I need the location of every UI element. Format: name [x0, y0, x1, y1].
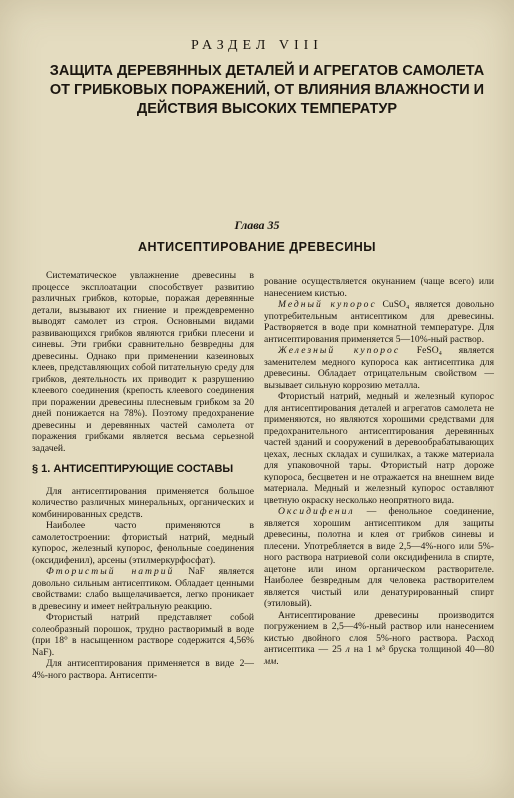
paragraph: [264, 506, 494, 610]
subsection-heading: § 1. АНТИСЕПТИРУЮЩИЕ СОСТАВЫ: [32, 463, 234, 475]
paragraph: Для антисептирования применяется большое количество различных минеральных, органических и комбинированных средств.: [32, 485, 254, 520]
unit: мм: [264, 655, 277, 667]
paragraph: рование осуществляется окунанием (чаще всего) или нанесением кистью.: [264, 276, 494, 299]
section-label: РАЗДЕЛ VIII: [191, 38, 323, 53]
paragraph-text: — фенольное соединение, является хорошим антисептиком для защиты древесины, полотна и клея от грибков синевы и плесени. Употребляется в виде 2,5—4%-ного или 5%-ного раствора натриевой соли оксидифенила в спирте, ацетоне или ином органическом растворителе. Наиболее безвредным для человека растворителем является чистый или денатурированный спирт (этиловый).: [264, 506, 494, 609]
section-title-line: ЗАЩИТА ДЕРЕВЯННЫХ ДЕТАЛЕЙ И АГРЕГАТОВ САМОЛЕТА: [49, 63, 485, 79]
paragraph: Для антисептирования применяется в виде 2—4%-ного раствора. Антисепти-: [32, 658, 254, 681]
section-title: [30, 62, 504, 119]
left-column: [32, 270, 254, 681]
paragraph: Фтористый натрий, медный и железный купорос для антисептирования деталей и агрегатов самолета не применяются, но являются хорошими средствами для предохранительного антисептирования деревянных частей зданий и сооружений в деревообрабатывающих цехах, лесных складах и сушилках, а также материала для упаковочной тары. Фтористый натр дороже купороса, бесцветен и не отражается на внешнем виде материала. Медный и железный купорос оставляют цветную окраску несколько неопрятного вида.: [264, 391, 494, 506]
paragraph-text: на 1 м³ бруска толщиной 40—80: [349, 644, 494, 655]
chapter-title: АНТИСЕПТИРОВАНИЕ ДРЕВЕСИНЫ: [137, 240, 376, 254]
paragraph: Фтористый натрий представляет собой солеобразный порошок, трудно растворимый в воде (при 18° в насыщенном растворе содержится 4,56% NaF).: [32, 612, 254, 658]
paragraph-text: FeSO₄ является заменителем медного купороса как антисептика для древесины. Обладает отрицательным свойством — вызывает сильную коррозию металла.: [264, 345, 494, 391]
section-title-line: ОТ ГРИБКОВЫХ ПОРАЖЕНИЙ, ОТ ВЛИЯНИЯ ВЛАЖНОСТИ И: [49, 82, 485, 98]
term: Оксидифенил: [278, 506, 355, 517]
unit: л: [345, 644, 350, 655]
chapter-label: Глава 35: [234, 218, 280, 232]
term: Медный купорос: [278, 299, 377, 310]
paragraph-text: CuSO₄ является довольно употребительным антисептиком для древесины. Растворяется в воде при комнатной температуре. Для антисептирования применяется 5—10%-ный раствор.: [264, 299, 495, 345]
paragraph: Наиболее часто применяются в самолетостроении: фтористый натрий, медный купорос, железный купорос, фенольные соединения (оксидифенил), арсены (этилмеркурфосфат).: [32, 520, 254, 566]
paragraph-text: .: [276, 655, 279, 667]
paragraph: [32, 566, 254, 612]
paragraph: [264, 610, 494, 668]
paragraph-text: NaF является довольно сильным антисептиком. Обладает ценными свойствами: слабо выщелачивается, легко проникает в древесину и имеет нейтральную реакцию.: [32, 566, 255, 612]
term: Фтористый натрий: [46, 566, 175, 577]
paragraph: [264, 299, 494, 345]
term: Железный купорос: [278, 345, 401, 356]
paragraph: Систематическое увлажнение древесины в процессе эксплоатации способствует развитию различных грибков, которые, поражая деревянные детали, вызывают их гниение и преждевременно выводят самолет из строя. Основными видами развивающихся грибков являются грибки плесени и синевы. Эти грибки сравнительно безвредны для древесины. Однако при применении казеиновых клеев, представляющих собой питательную среду для грибков, деятельность их приводит к разрушению клеевого соединения (крепость клеевого соединения при поражении древесины плесневым грибком за 20 дней понижается на 78%). Поэтому предохранение древесины и деревянных частей самолета от поражения грибками является весьма серьезной задачей.: [32, 270, 254, 454]
right-column: [264, 276, 494, 667]
paragraph: [264, 345, 494, 391]
section-title-line: ДЕЙСТВИЯ ВЫСОКИХ ТЕМПЕРАТУР: [136, 101, 398, 117]
paragraph-text: Антисептирование древесины производится погружением в 2,5—4%-ный раствор или нанесением кистью двойного слоя 5%-ного раствора. Расход антисептика — 25: [264, 609, 494, 655]
